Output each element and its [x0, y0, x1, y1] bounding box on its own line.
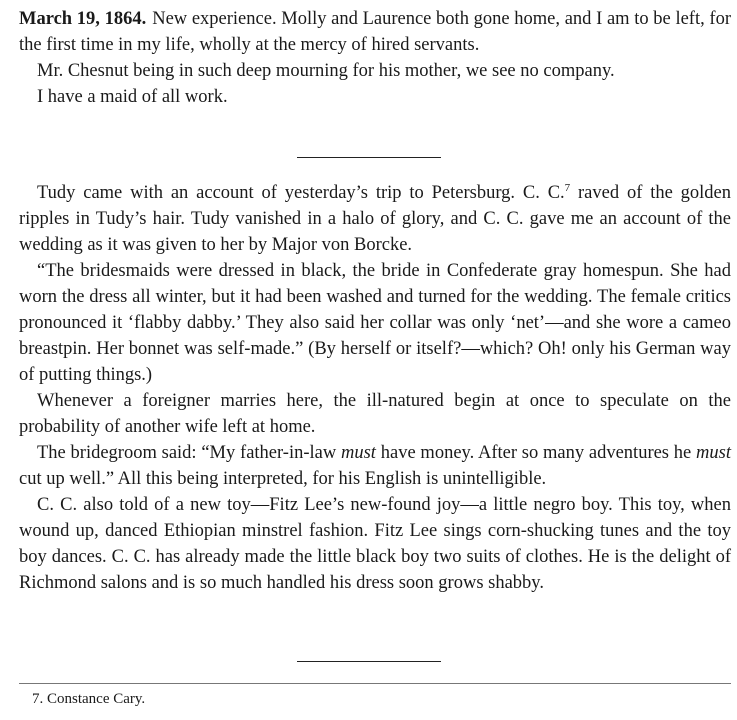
paragraph-4: Tudy came with an account of yesterday’s trip to Petersburg. C. C.$^7$ raved of the golden ripples in Tudy’s hair. Tudy vanished in a halo of glory, and C. C. gave me an account of the wedding as it was given to her by Major von Borcke.: [19, 181, 732, 255]
paragraph-2: Mr. Chesnut being in such deep mourning for his mother, we see no company.: [37, 61, 615, 81]
section-divider-top: [297, 157, 441, 158]
footnote-marker: 7: [564, 181, 571, 194]
footnote-rule: [19, 683, 731, 684]
paragraph-8: C. C. also told of a new toy—Fitz Lee’s new-found joy—a little negro boy. This toy, when wound up, danced Ethiopian minstrel fashion. Fitz Lee sings corn-shucking tunes and the toy boy dances. C. C. has already made the little black boy two suits of clothes. He is the delight of Richmond salons and is so much handled his dress soon grows shabby.: [19, 495, 731, 593]
entry-block: [19, 6, 731, 110]
paragraph-1: [19, 6, 731, 58]
section-block: [19, 180, 731, 596]
paragraph-5: “The bridesmaids were dressed in black, the bride in Confederate gray homespun. She had worn the dress all winter, but it had been washed and turned for the wedding. The female critics pronounced it ‘flabby dabby.’ They also said her collar was only ‘net’—and she wore a cameo breastpin. Her bonnet was self-made.” (By herself or itself?—which? Oh! only his German way of putting things.): [19, 261, 731, 385]
section-divider-bottom: [297, 661, 441, 662]
paragraph-3: I have a maid of all work.: [37, 87, 228, 107]
paragraph-7: The bridegroom said: “My father-in-law must have money. After so many adventures he must cut up well.” All this being interpreted, for his English is unintelligible.: [19, 443, 731, 489]
footnote: 7. Constance Cary.: [32, 691, 146, 707]
paragraph-6: Whenever a foreigner marries here, the ill-natured begin at once to speculate on the probability of another wife left at home.: [19, 391, 731, 437]
entry-date: March 19, 1864.: [19, 9, 147, 29]
paragraph-1-text: New experience. Molly and Laurence both gone home, and I am to be left, for the first time in my life, wholly at the mercy of hired servants.: [19, 9, 731, 55]
